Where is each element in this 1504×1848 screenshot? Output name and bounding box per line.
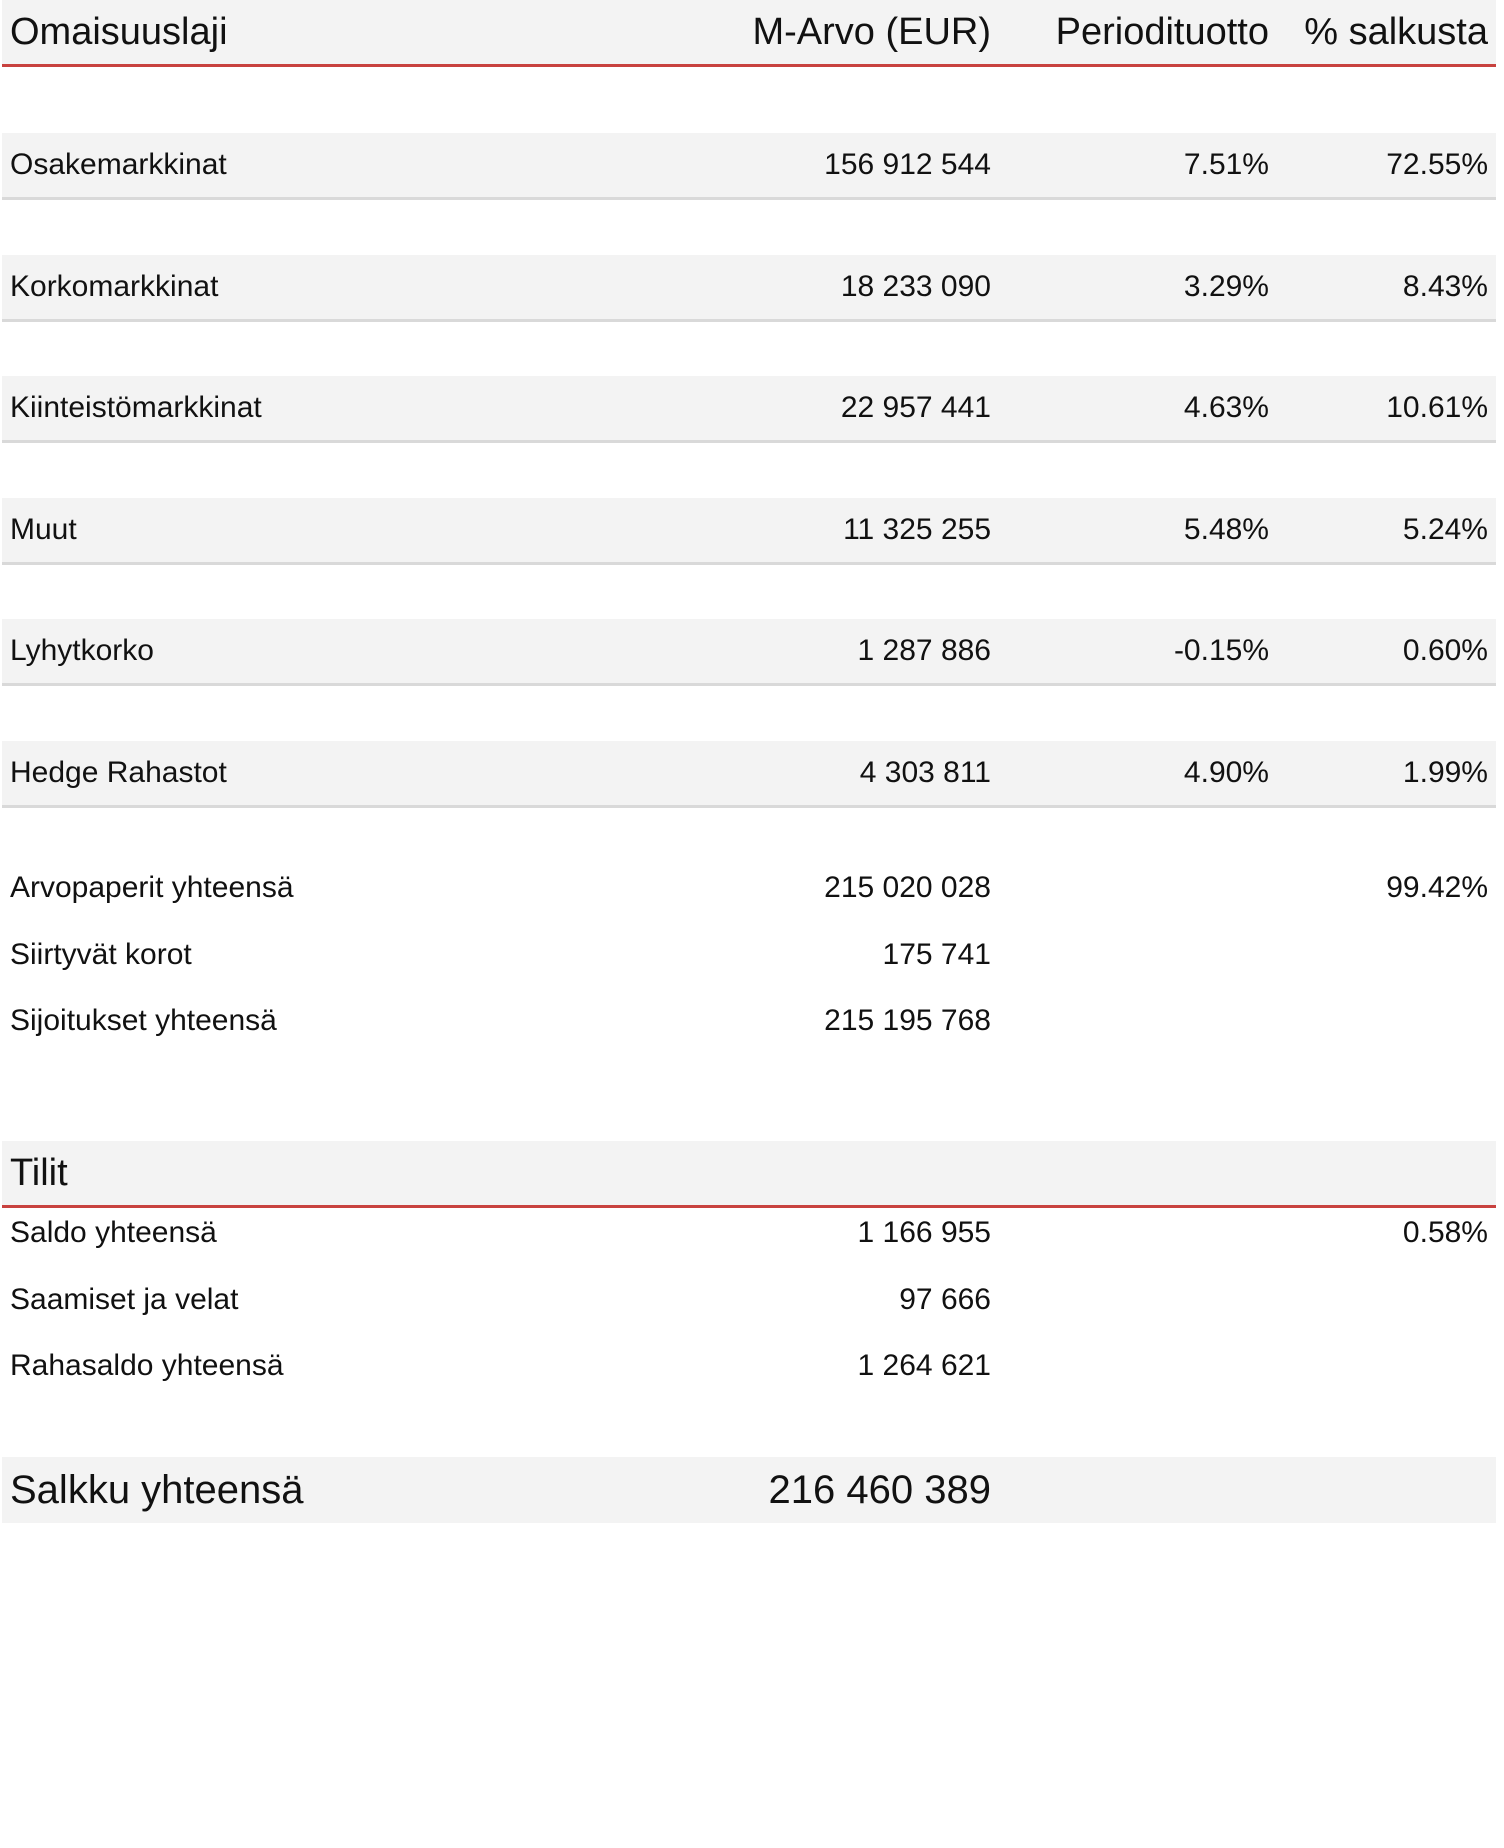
portfolio-total-row xyxy=(2,1457,1496,1523)
account-label: Saamiset ja velat xyxy=(10,1283,239,1316)
header-rule xyxy=(2,64,1496,67)
asset-share: 0.60% xyxy=(1402,634,1488,667)
row-divider xyxy=(2,562,1496,565)
row-divider xyxy=(2,805,1496,808)
row-divider xyxy=(2,197,1496,200)
asset-value: 18 233 090 xyxy=(840,270,991,303)
asset-value: 11 325 255 xyxy=(843,513,991,546)
table-row xyxy=(2,498,1496,562)
account-row xyxy=(2,1336,1496,1396)
account-label: Rahasaldo yhteensä xyxy=(10,1349,284,1382)
asset-value: 156 912 544 xyxy=(824,148,991,181)
asset-value: 1 287 886 xyxy=(857,634,991,667)
summary-row xyxy=(2,858,1496,918)
table-header xyxy=(2,0,1496,64)
table-row xyxy=(2,376,1496,440)
account-label: Saldo yhteensä xyxy=(10,1216,217,1249)
asset-return: 4.90% xyxy=(1183,756,1269,789)
header-portfolio-share: % salkusta xyxy=(1304,10,1488,53)
summary-value: 215 020 028 xyxy=(824,871,991,904)
summary-share: 99.42% xyxy=(1386,871,1488,904)
accounts-header xyxy=(2,1141,1496,1205)
asset-name: Kiinteistömarkkinat xyxy=(10,391,262,424)
asset-return: -0.15% xyxy=(1173,634,1269,667)
account-value: 97 666 xyxy=(899,1283,991,1316)
summary-row xyxy=(2,925,1496,985)
asset-name: Lyhytkorko xyxy=(10,634,154,667)
portfolio-total-value: 216 460 389 xyxy=(768,1467,991,1512)
asset-return: 4.63% xyxy=(1183,391,1269,424)
portfolio-total-label: Salkku yhteensä xyxy=(10,1467,304,1512)
account-share: 0.58% xyxy=(1402,1216,1488,1249)
asset-name: Hedge Rahastot xyxy=(10,756,227,789)
summary-label: Arvopaperit yhteensä xyxy=(10,871,294,904)
account-row xyxy=(2,1270,1496,1330)
header-asset-class: Omaisuuslaji xyxy=(10,10,228,53)
account-row xyxy=(2,1203,1496,1263)
account-value: 1 264 621 xyxy=(857,1349,991,1382)
summary-value: 215 195 768 xyxy=(824,1004,991,1037)
row-divider xyxy=(2,440,1496,443)
table-row xyxy=(2,619,1496,683)
asset-return: 3.29% xyxy=(1183,270,1269,303)
accounts-title: Tilit xyxy=(10,1151,68,1194)
header-period-return: Periodituotto xyxy=(1055,10,1269,53)
asset-return: 7.51% xyxy=(1183,148,1269,181)
row-divider xyxy=(2,683,1496,686)
asset-name: Korkomarkkinat xyxy=(10,270,219,303)
account-value: 1 166 955 xyxy=(857,1216,991,1249)
asset-share: 10.61% xyxy=(1386,391,1488,424)
summary-value: 175 741 xyxy=(882,938,991,971)
summary-label: Sijoitukset yhteensä xyxy=(10,1004,277,1037)
asset-value: 4 303 811 xyxy=(859,756,991,789)
asset-value: 22 957 441 xyxy=(840,391,991,424)
summary-label: Siirtyvät korot xyxy=(10,938,192,971)
asset-share: 72.55% xyxy=(1386,148,1488,181)
asset-return: 5.48% xyxy=(1183,513,1269,546)
asset-name: Osakemarkkinat xyxy=(10,148,227,181)
summary-row xyxy=(2,991,1496,1051)
row-divider xyxy=(2,319,1496,322)
asset-name: Muut xyxy=(10,513,77,546)
asset-share: 1.99% xyxy=(1402,756,1488,789)
table-row xyxy=(2,741,1496,805)
table-row xyxy=(2,133,1496,197)
asset-share: 5.24% xyxy=(1402,513,1488,546)
header-market-value: M-Arvo (EUR) xyxy=(752,10,991,53)
asset-share: 8.43% xyxy=(1402,270,1488,303)
table-row xyxy=(2,255,1496,319)
